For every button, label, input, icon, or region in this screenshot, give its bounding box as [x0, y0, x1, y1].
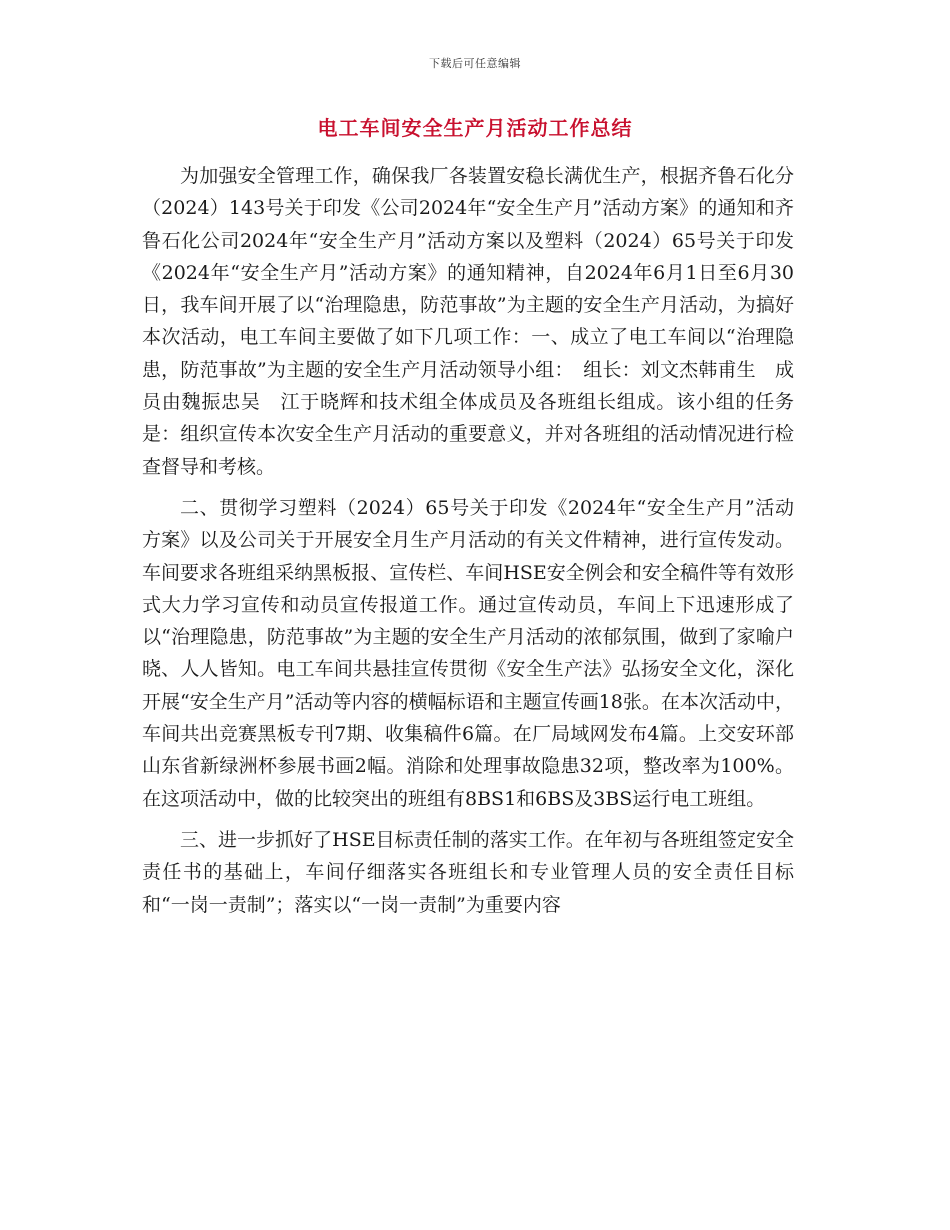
header-note: 下载后可任意编辑	[429, 57, 521, 70]
document-title: 电工车间安全生产月活动工作总结	[317, 116, 633, 140]
document-body	[142, 160, 794, 921]
paragraph-3: 三、进一步抓好了HSE目标责任制的落实工作。在年初与各班组签定安全责任书的基础上，车间仔细落实各班组长和专业管理人员的安全责任目标和“一岗一责制”；落实以“一岗一责制”为重要内容	[142, 828, 794, 916]
paragraph-2: 二、贯彻学习塑料（2024）65号关于印发《2024年“安全生产月”活动方案》以及公司关于开展安全月生产月活动的有关文件精神，进行宣传发动。车间要求各班组采纳黑板报、宣传栏、车间HSE安全例会和安全稿件等有效形式大力学习宣传和动员宣传报道工作。通过宣传动员，车间上下迅速形成了以“治理隐患，防范事故”为主题的安全生产月活动的浓郁氛围，做到了家喻户晓、人人皆知。电工车间共悬挂宣传贯彻《安全生产法》弘扬安全文化，深化开展“安全生产月”活动等内容的横幅标语和主题宣传画18张。在本次活动中，车间共出竞赛黑板专刊7期、收集稿件6篇。在厂局域网发布4篇。上交安环部山东省新绿洲杯参展书画2幅。消除和处理事故隐患32项，整改率为100%。在这项活动中，做的比较突出的班组有8BS1和6BS及3BS运行电工班组。	[142, 496, 794, 810]
paragraph-1: 为加强安全管理工作，确保我厂各装置安稳长满优生产，根据齐鲁石化分（2024）143号关于印发《公司2024年“安全生产月”活动方案》的通知和齐鲁石化公司2024年“安全生产月”活动方案以及塑料（2024）65号关于印发《2024年“安全生产月”活动方案》的通知精神，自2024年6月1日至6月30日，我车间开展了以“治理隐患，防范事故”为主题的安全生产月活动，为搞好本次活动，电工车间主要做了如下几项工作：一、成立了电工车间以“治理隐患，防范事故”为主题的安全生产月活动领导小组： 组长：刘文杰韩甫生 成员由魏振忠吴 江于晓辉和技术组全体成员及各班组长组成。该小组的任务是：组织宣传本次安全生产月活动的重要意义，并对各班组的活动情况进行检查督导和考核。	[142, 165, 794, 478]
